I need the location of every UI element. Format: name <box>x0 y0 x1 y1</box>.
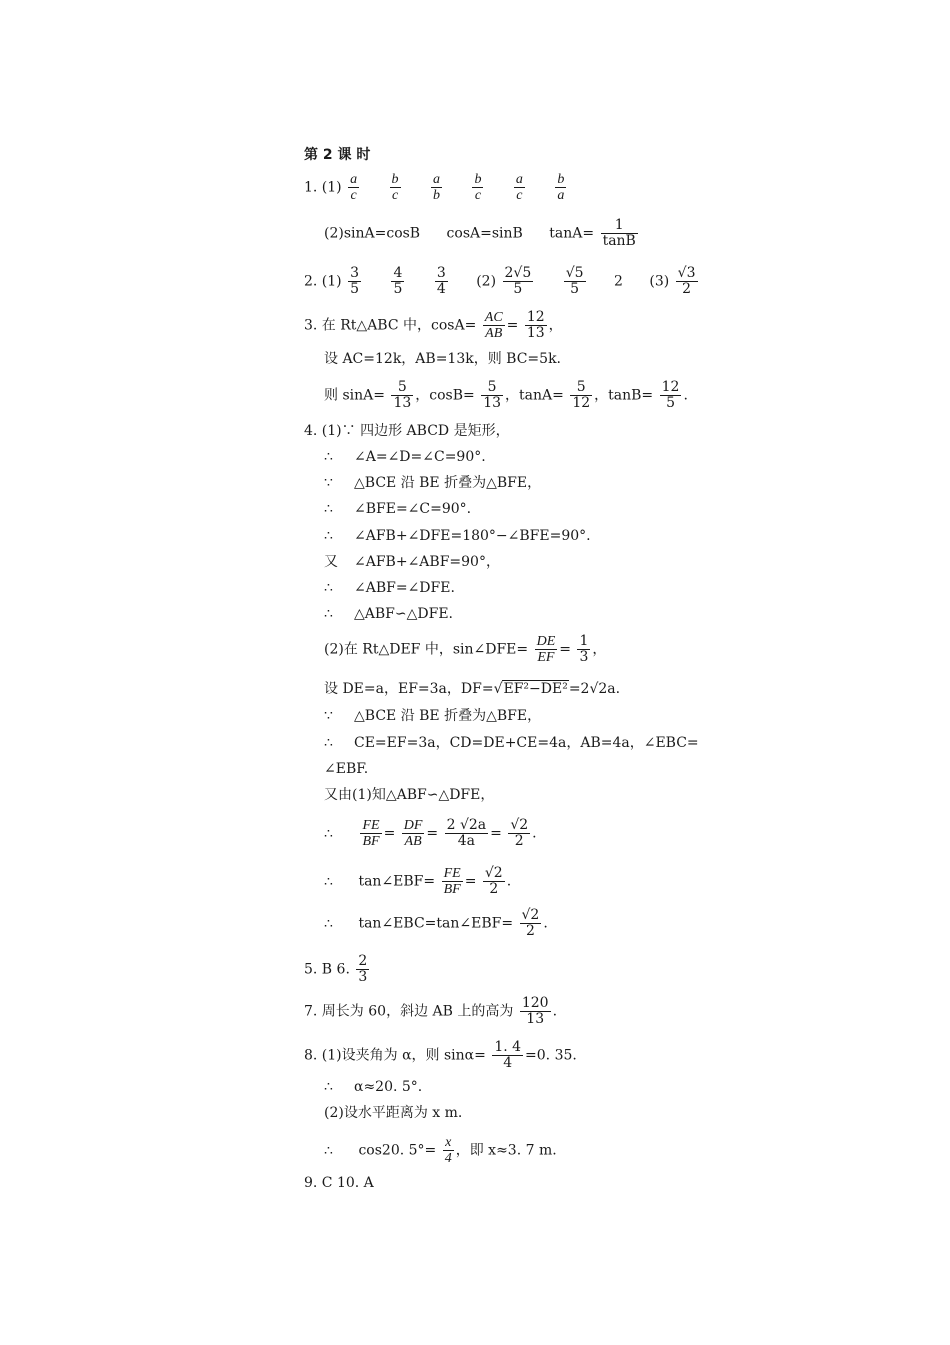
q4-line1: 4. (1)∵ 四边形 ABCD 是矩形， <box>304 423 510 439</box>
q1-frac-3: $\frac{a}{b}$ <box>433 172 440 203</box>
q3-line3: 则 sinA= $\frac{5}{13}$ ，cosB= $\frac{5}{13}$ ，tanA= $\frac{5}{12}$ ，tanB= $\frac{12}{5}$ . <box>324 379 688 411</box>
q4-line16: ∴ tan∠EBF= $\frac{FE}{BF}$ = $\frac{√2}{2}$ . <box>324 865 512 897</box>
q4-line3: ∵ △BCE 沿 BE 折叠为△BFE， <box>324 475 542 491</box>
q4-line5: ∴ ∠AFB+∠DFE=180°−∠BFE=90°. <box>324 528 591 544</box>
q1-part1: 1. (1) $\frac{a}{c}$ $\frac{b}{c}$ $\frac{a}{b}$ $\frac{b}{c}$ $\frac{a}{c}$ $\frac{b}{a}$ <box>304 172 565 203</box>
q3-line1: 3. 在 Rt△ABC 中，cosA= $\frac{AC}{AB}$ = $\frac{12}{13}$ ， <box>304 309 563 341</box>
q4-line10: 设 DE=a，EF=3a，DF=√EF²−DE²=2√2a. <box>324 681 621 697</box>
q2-line: 2. (1) $\frac{3}{5}$ $\frac{4}{5}$ $\frac{3}{4}$ (2) $\frac{2√5}{5}$ $\frac{√5}{5}$ 2 (3) $\frac{√3}{2}$ <box>304 265 696 297</box>
q1-frac-1: $\frac{a}{c}$ <box>350 172 358 203</box>
q4-line12: ∴ CE=EF=3a，CD=DE+CE=4a，AB=4a，∠EBC= <box>324 735 699 751</box>
q1-frac-2: $\frac{b}{c}$ <box>391 172 399 203</box>
q4-line4: ∴ ∠BFE=∠C=90°. <box>324 501 472 517</box>
q4-line7: ∴ ∠ABF=∠DFE. <box>324 580 455 596</box>
q8-line4: ∴ cos20. 5°= $\frac{x}{4}$ ，即 x≈3. 7 m. <box>324 1135 557 1166</box>
q4-line6: 又 ∠AFB+∠ABF=90°， <box>324 554 500 570</box>
q1-frac-4: $\frac{b}{c}$ <box>474 172 482 203</box>
q4-line8: ∴ △ABF∽△DFE. <box>324 606 453 622</box>
q7: 7. 周长为 60，斜边 AB 上的高为 $\frac{120}{13}$ . <box>304 995 558 1027</box>
q8-line3: (2)设水平距离为 x m. <box>324 1105 463 1121</box>
q4-line9: (2)在 Rt△DEF 中，sin∠DFE= $\frac{DE}{EF}$ = $\frac{1}{3}$ ， <box>324 633 607 665</box>
q8-line2: ∴ α≈20. 5°. <box>324 1079 423 1095</box>
q4-line13: ∠EBF. <box>324 761 369 777</box>
q4-line14: 又由(1)知△ABF∽△DFE， <box>324 787 495 803</box>
q4-line2: ∴ ∠A=∠D=∠C=90°. <box>324 449 486 465</box>
q4-line17: ∴ tan∠EBC=tan∠EBF= $\frac{√2}{2}$ . <box>324 907 548 939</box>
q1-part2: (2)sinA=cosB cosA=sinB tanA= $\frac{1}{\tan B}$ <box>324 217 636 249</box>
q1-frac-6: $\frac{b}{a}$ <box>557 172 565 203</box>
q1-frac-5: $\frac{a}{c}$ <box>515 172 523 203</box>
q4-line11: ∵ △BCE 沿 BE 折叠为△BFE， <box>324 708 542 724</box>
q5-q6: 5. B 6. $\frac{2}{3}$ <box>304 953 368 985</box>
q1-tan-frac: $\frac{1}{\tan B}$ <box>602 217 636 249</box>
q9-q10: 9. C 10. A <box>304 1175 374 1191</box>
section-title: 第 2 课 时 <box>304 147 371 163</box>
q3-line2: 设 AC=12k，AB=13k，则 BC=5k. <box>324 351 562 367</box>
q4-line15: ∴ $\frac{FE}{BF}$ = $\frac{DF}{AB}$ = $\frac{2 √2a}{4a}$ = $\frac{√2}{2}$ . <box>324 817 537 849</box>
q8-line1: 8. (1)设夹角为 α，则 sinα= $\frac{1. 4}{4}$ =0. 35. <box>304 1039 577 1071</box>
sqrt-radicand: EF²−DE² <box>503 681 568 697</box>
